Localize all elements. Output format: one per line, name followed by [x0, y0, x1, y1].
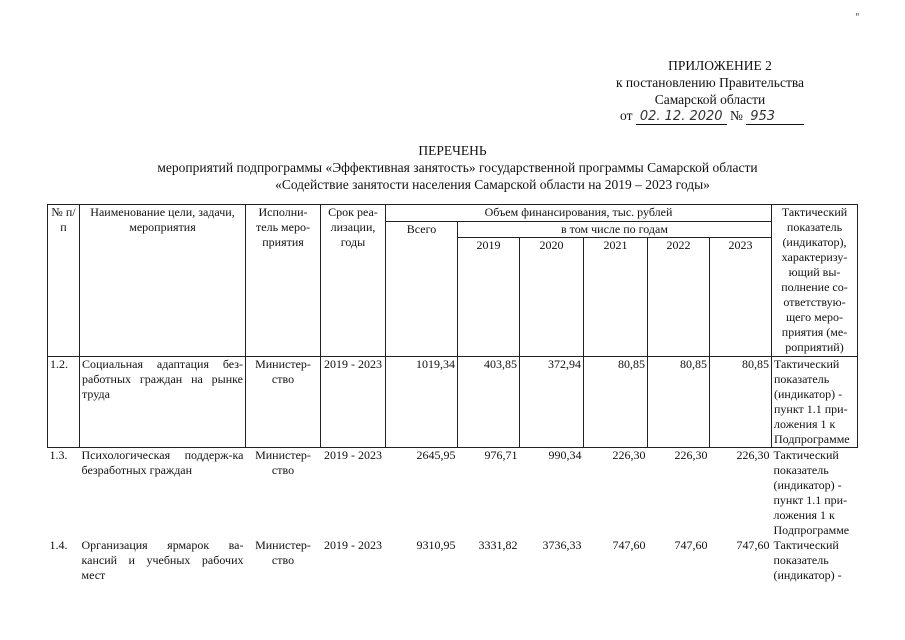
header-2019: 2019 — [458, 238, 520, 357]
row-2021: 747,60 — [612, 538, 646, 552]
row-indicator: Тактический показатель (индикатор) - пункт 1.1 при-ложения 1 к Подпрограмме — [772, 357, 858, 448]
measures-table — [47, 204, 858, 588]
row-executor: Министер-ство — [246, 357, 321, 448]
row-2020: 372,94 — [520, 357, 584, 448]
row-name: Социальная адаптация без-работных граждан на рынке труда — [80, 357, 246, 448]
table-row — [48, 448, 858, 539]
row-2021: 80,85 — [584, 357, 648, 448]
row-2022: 80,85 — [648, 357, 710, 448]
header-indicator: Тактический показатель (индикатор), характеризу-ющий вы-полнение со-ответствую-щего меро-приятия (ме-роприятий) — [772, 205, 858, 357]
row-indicator: Тактический показатель (индикатор) - пункт 1.1 при-ложения 1 к Подпрограмме — [773, 448, 850, 537]
row-total: 2645,95 — [416, 448, 456, 462]
header-2022: 2022 — [648, 238, 710, 357]
row-name: Психологическая поддерж-ка безработных граждан — [81, 448, 244, 477]
document-title — [0, 142, 905, 193]
appendix-title: ПРИЛОЖЕНИЕ 2 — [668, 58, 772, 73]
title-subprogram: мероприятий подпрограммы «Эффективная занятость» государственной программы Самарской области — [157, 160, 758, 175]
handwritten-number: 953 — [746, 110, 804, 125]
header-executor: Исполни-тель меро-приятия — [246, 205, 321, 357]
appendix-region-line: Самарской области — [654, 92, 766, 107]
row-2023: 747,60 — [736, 538, 770, 552]
row-2019: 3331,82 — [478, 538, 518, 552]
appendix-decree-line: к постановлению Правительства — [615, 75, 805, 90]
row-num: 1.2. — [48, 357, 80, 448]
title-heading: ПЕРЕЧЕНЬ — [418, 143, 487, 158]
row-num: 1.3. — [49, 448, 68, 462]
row-period: 2019 - 2023 — [324, 538, 382, 552]
row-executor: Министер-ство — [255, 448, 311, 477]
table-row — [48, 538, 858, 588]
appendix-block — [560, 57, 860, 108]
header-total: Всего — [386, 222, 458, 357]
header-num: № п/п — [48, 205, 80, 357]
row-period: 2019 - 2023 — [324, 448, 382, 462]
header-2023: 2023 — [710, 238, 772, 357]
row-2023: 80,85 — [710, 357, 772, 448]
date-prefix: от — [620, 108, 633, 123]
row-2023: 226,30 — [736, 448, 770, 462]
corner-mark: " — [855, 12, 860, 23]
row-total: 1019,34 — [386, 357, 458, 448]
decree-date-number — [620, 108, 860, 125]
header-by-year: в том числе по годам — [458, 222, 772, 238]
row-2022: 226,30 — [674, 448, 708, 462]
row-2019: 976,71 — [484, 448, 518, 462]
handwritten-date: 02. 12. 2020 — [636, 110, 727, 125]
title-program: «Содействие занятости населения Самарской области на 2019 – 2023 годы» — [275, 177, 710, 192]
row-name: Организация ярмарок ва-кансий и учебных рабочих мест — [81, 538, 244, 582]
row-2020: 3736,33 — [542, 538, 582, 552]
row-2021: 226,30 — [612, 448, 646, 462]
header-2021: 2021 — [584, 238, 648, 357]
row-executor: Министер-ство — [255, 538, 311, 567]
row-indicator: Тактический показатель (индикатор) - — [773, 538, 842, 582]
number-prefix: № — [729, 108, 743, 123]
header-name: Наименование цели, задачи, мероприятия — [80, 205, 246, 357]
row-2020: 990,34 — [548, 448, 582, 462]
row-period: 2019 - 2023 — [321, 357, 386, 448]
row-2019: 403,85 — [458, 357, 520, 448]
row-total: 9310,95 — [416, 538, 456, 552]
header-period: Срок реа-лизации, годы — [321, 205, 386, 357]
row-2022: 747,60 — [674, 538, 708, 552]
row-num: 1.4. — [49, 538, 68, 552]
header-funding: Объем финансирования, тыс. рублей — [386, 205, 772, 222]
table-row — [48, 357, 858, 448]
header-2020: 2020 — [520, 238, 584, 357]
